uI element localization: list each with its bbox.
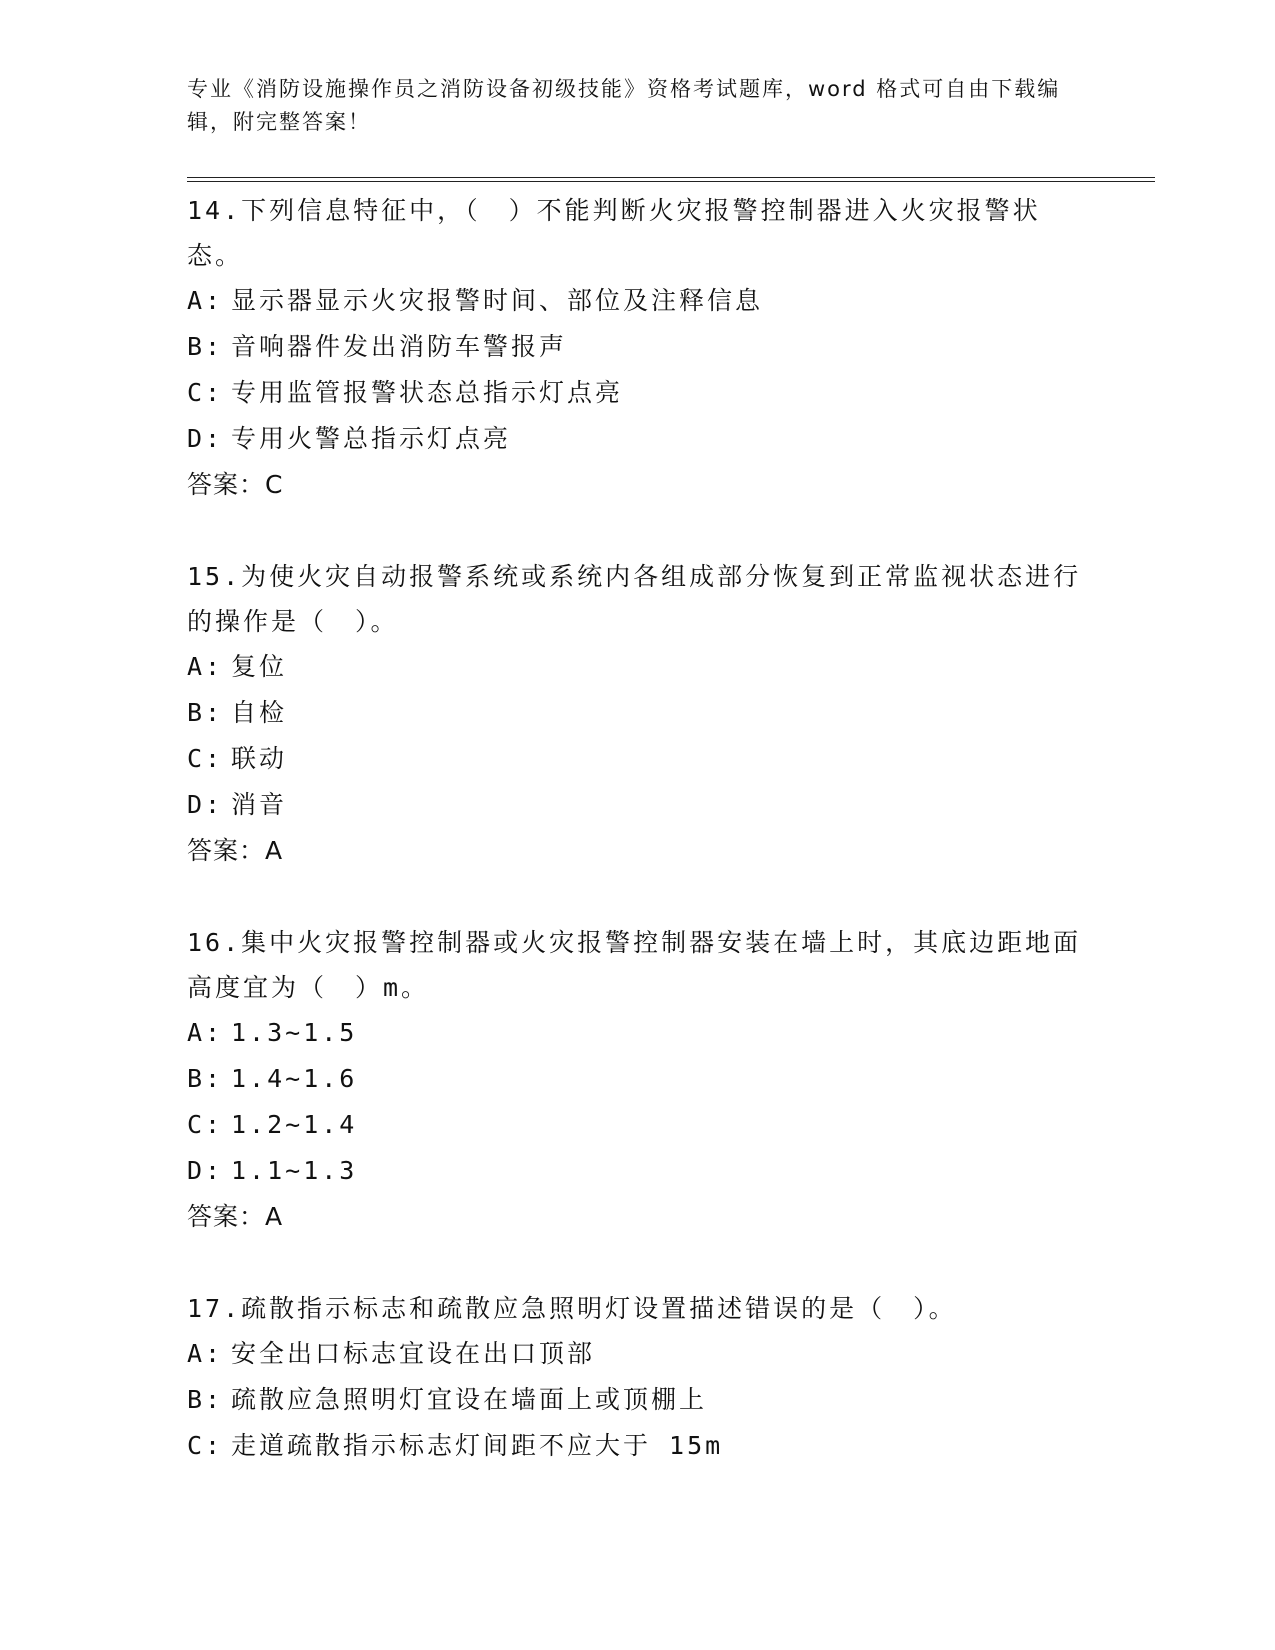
option-c	[187, 370, 1087, 416]
option-a	[187, 278, 1087, 324]
option-letter: B:	[187, 698, 224, 727]
option-d	[187, 416, 1087, 462]
option-text: 1.3~1.5	[231, 1018, 358, 1047]
option-b	[187, 324, 1087, 370]
option-text: 安全出口标志宜设在出口顶部	[231, 1339, 596, 1368]
answer: 答案：C	[187, 470, 284, 499]
question-text: 15.为使火灾自动报警系统或系统内各组成部分恢复到正常监视状态进行的操作是（ ）。	[187, 562, 1082, 636]
option-text: 专用监管报警状态总指示灯点亮	[231, 378, 624, 407]
header-text: 专业《消防设施操作员之消防设备初级技能》资格考试题库，word 格式可自由下载编辑，附完整答案！	[187, 77, 1061, 134]
option-letter: A:	[187, 286, 224, 315]
option-letter: B:	[187, 1064, 224, 1093]
option-a	[187, 644, 1087, 690]
option-letter: C:	[187, 1110, 224, 1139]
question-list	[187, 188, 1087, 1469]
option-text: 复位	[231, 652, 288, 681]
question-16	[187, 920, 1087, 1239]
option-letter: C:	[187, 378, 224, 407]
answer: 答案：A	[187, 1202, 284, 1231]
option-a	[187, 1331, 1087, 1377]
answer: 答案：A	[187, 836, 284, 865]
option-text: 走道疏散指示标志灯间距不应大于 15m	[231, 1431, 724, 1460]
option-letter: C:	[187, 744, 224, 773]
option-text: 专用火警总指示灯点亮	[231, 424, 512, 453]
option-b	[187, 1056, 1087, 1102]
option-text: 疏散应急照明灯宜设在墙面上或顶棚上	[231, 1385, 708, 1414]
question-15	[187, 554, 1087, 873]
option-b	[187, 1377, 1087, 1423]
option-letter: A:	[187, 652, 224, 681]
option-b	[187, 690, 1087, 736]
option-c	[187, 736, 1087, 782]
option-text: 1.2~1.4	[231, 1110, 358, 1139]
document-header	[187, 73, 1067, 139]
option-text: 音响器件发出消防车警报声	[231, 332, 568, 361]
option-text: 1.1~1.3	[231, 1156, 358, 1185]
option-c	[187, 1102, 1087, 1148]
option-text: 显示器显示火灾报警时间、部位及注释信息	[231, 286, 764, 315]
option-letter: D:	[187, 790, 224, 819]
option-letter: D:	[187, 1156, 224, 1185]
option-c	[187, 1423, 1087, 1469]
option-a	[187, 1010, 1087, 1056]
option-letter: B:	[187, 1385, 224, 1414]
option-letter: A:	[187, 1018, 224, 1047]
option-d	[187, 1148, 1087, 1194]
option-letter: C:	[187, 1431, 224, 1460]
option-text: 联动	[231, 744, 288, 773]
option-d	[187, 782, 1087, 828]
question-14	[187, 188, 1087, 507]
option-letter: A:	[187, 1339, 224, 1368]
question-text: 17.疏散指示标志和疏散应急照明灯设置描述错误的是（ ）。	[187, 1294, 957, 1323]
option-text: 消音	[231, 790, 288, 819]
question-text: 14.下列信息特征中，（ ）不能判断火灾报警控制器进入火灾报警状态。	[187, 196, 1041, 270]
header-divider-bottom	[187, 181, 1155, 182]
question-text: 16.集中火灾报警控制器或火灾报警控制器安装在墙上时，其底边距地面高度宜为（ ）m。	[187, 928, 1082, 1002]
question-17	[187, 1286, 1087, 1469]
header-divider-top	[187, 177, 1155, 178]
option-text: 自检	[231, 698, 288, 727]
option-letter: D:	[187, 424, 224, 453]
option-letter: B:	[187, 332, 224, 361]
option-text: 1.4~1.6	[231, 1064, 358, 1093]
